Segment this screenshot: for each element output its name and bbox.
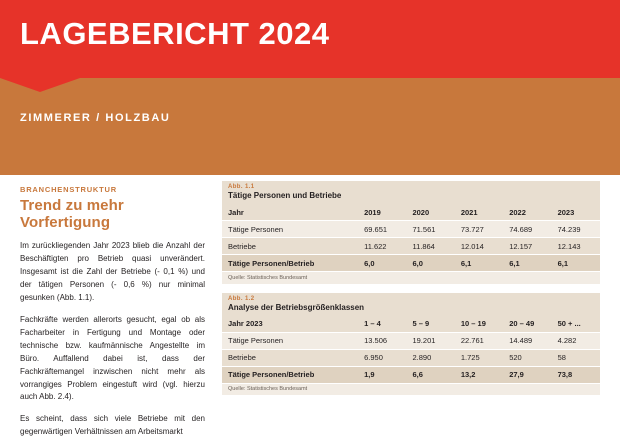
figure-source: Quelle: Statistisches Bundesamt (222, 384, 600, 396)
table-cell: 6,0 (406, 255, 454, 272)
table-row-label: Tätige Personen (222, 221, 358, 238)
table-cell: 6,6 (406, 366, 454, 383)
figure-block (222, 181, 600, 284)
table-row-label: Betriebe (222, 238, 358, 255)
table-cell: 6.950 (358, 349, 406, 366)
table-cell: 74.239 (552, 221, 600, 238)
table-row (222, 332, 600, 349)
table-cell: 6,1 (503, 255, 551, 272)
article-paragraph: Im zurückliegenden Jahr 2023 blieb die Anzahl der Beschäftigten pro Betrieb quasi unverändert. Insgesamt ist die Zahl der Betriebe (- 0,1 %) und der tätigen Personen (- 0,6 %) nur minimal gesunken (Abb. 1.1). (20, 241, 205, 302)
section-subtitle: ZIMMERER / HOLZBAU (20, 112, 171, 124)
table-row-label: Tätige Personen/Betrieb (222, 255, 358, 272)
table-cell: 12.157 (503, 238, 551, 255)
table-row-label: Tätige Personen/Betrieb (222, 366, 358, 383)
figures-column (222, 181, 600, 404)
table-row-label: Tätige Personen (222, 332, 358, 349)
table-row (222, 238, 600, 255)
table-cell: 2.890 (406, 349, 454, 366)
table-cell: 11.864 (406, 238, 454, 255)
figure-number: Abb. 1.1 (228, 184, 255, 190)
table-cell: 74.689 (503, 221, 551, 238)
header-band (0, 0, 620, 70)
table-header-cell: 1 – 4 (358, 316, 406, 333)
table-cell: 11.622 (358, 238, 406, 255)
table-cell: 22.761 (455, 332, 503, 349)
figure-block (222, 293, 600, 396)
table-cell: 13.506 (358, 332, 406, 349)
table-cell: 1,9 (358, 366, 406, 383)
table-header-cell: 5 – 9 (406, 316, 454, 333)
data-table (222, 316, 600, 384)
table-row (222, 366, 600, 383)
table-header-cell: 20 – 49 (503, 316, 551, 333)
table-cell: 4.282 (552, 332, 600, 349)
table-cell: 13,2 (455, 366, 503, 383)
table-header-cell: 2019 (358, 204, 406, 221)
figure-title: Tätige Personen und Betriebe (228, 191, 342, 200)
article-column (20, 185, 205, 448)
table-header-cell: 50 + ... (552, 316, 600, 333)
figure-title: Analyse der Betriebsgrößenklassen (228, 302, 365, 312)
table-row-label: Betriebe (222, 349, 358, 366)
table-cell: 1.725 (455, 349, 503, 366)
figure-header (222, 293, 600, 316)
table-header-cell: 2021 (455, 204, 503, 221)
figure-source: Quelle: Statistisches Bundesamt (222, 272, 600, 284)
table-cell: 69.651 (358, 221, 406, 238)
figure-number: Abb. 1.2 (228, 295, 255, 302)
table-cell: 73.727 (455, 221, 503, 238)
header-notch-shape (0, 70, 620, 92)
table-cell: 58 (552, 349, 600, 366)
article-kicker: BRANCHENSTRUKTUR (20, 185, 117, 194)
page-title: LAGEBERICHT 2024 (20, 16, 330, 51)
table-cell: 520 (503, 349, 551, 366)
table-header-cell: Jahr (222, 204, 358, 221)
table-header-row (222, 316, 600, 333)
table-cell: 19.201 (406, 332, 454, 349)
table-header-row (222, 204, 600, 221)
content-area (0, 175, 620, 437)
table-cell: 6,1 (552, 255, 600, 272)
article-headline: Trend zu mehr Vorfertigung (20, 197, 124, 231)
article-paragraph: Fachkräfte werden allerorts gesucht, egal ob als Facharbeiter in Fertigung und Montage oder technische bzw. kaufmännische Angestellte im Büro. Auffallend dabei ist, dass der Fachkräftemangel inzwischen nicht mehr als vorrangiges Problem eingestuft wird (vgl. hierzu auch Abb. 2.4). (20, 314, 205, 402)
table-row (222, 349, 600, 366)
table-cell: 12.143 (552, 238, 600, 255)
table-cell: 14.489 (503, 332, 551, 349)
table-header-cell: Jahr 2023 (222, 316, 358, 333)
table-cell: 71.561 (406, 221, 454, 238)
data-table (222, 204, 600, 272)
table-cell: 6,1 (455, 255, 503, 272)
table-row (222, 221, 600, 238)
table-header-cell: 2022 (503, 204, 551, 221)
article-paragraph: Es scheint, dass sich viele Betriebe mit den gegenwärtigen Verhältnissen am Arbeitsmarkt (20, 414, 205, 437)
table-header-cell: 2023 (552, 204, 600, 221)
table-cell: 12.014 (455, 238, 503, 255)
figure-header (222, 181, 600, 204)
table-row (222, 255, 600, 272)
table-cell: 73,8 (552, 366, 600, 383)
table-cell: 27,9 (503, 366, 551, 383)
table-cell: 6,0 (358, 255, 406, 272)
table-header-cell: 10 – 19 (455, 316, 503, 333)
table-header-cell: 2020 (406, 204, 454, 221)
